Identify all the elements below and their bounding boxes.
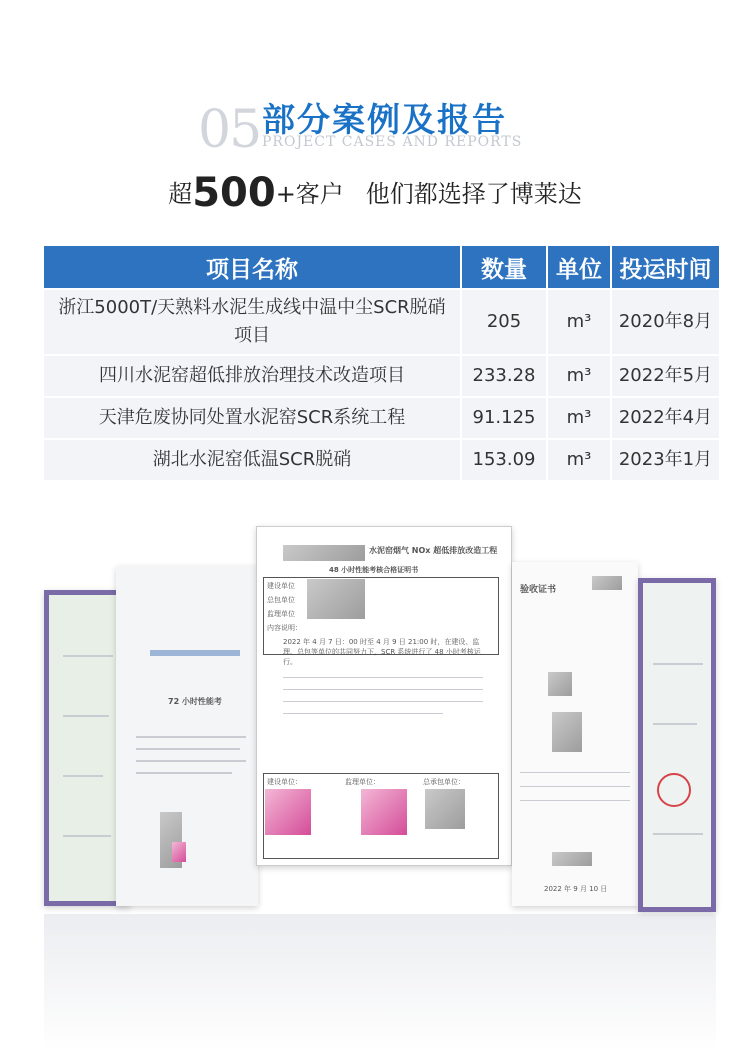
cell-date: 2022年4月 [612, 398, 719, 438]
section-title: 部分案例及报告 [262, 100, 507, 139]
slogan-prefix: 超 [168, 180, 193, 208]
slogan [0, 170, 750, 216]
cell-date: 2023年1月 [612, 440, 719, 480]
header-quantity: 数量 [462, 246, 548, 288]
cell-project-name: 天津危废协同处置水泥窑SCR系统工程 [44, 398, 462, 438]
sign-owner: 建设单位： [267, 778, 302, 786]
report-72h [116, 566, 258, 906]
label-contractor: 总包单位 [267, 596, 295, 604]
cell-quantity: 91.125 [462, 398, 548, 438]
table-row [44, 398, 719, 438]
table-row [44, 290, 719, 354]
label-content: 内容说明： [267, 624, 302, 632]
table-row [44, 440, 719, 480]
cell-project-name: 湖北水泥窑低温SCR脱硝 [44, 440, 462, 480]
slogan-number: 500 [192, 170, 276, 216]
left-report-subtitle: 72 小时性能考 [168, 697, 222, 706]
table-row [44, 356, 719, 396]
acceptance-title: 验收证书 [520, 585, 557, 595]
slogan-suffix: +客户 [275, 180, 344, 208]
cell-project-name: 浙江5000T/天熟料水泥生成线中温中尘SCR脱硝项目 [44, 290, 462, 354]
center-doc-body: 2022 年 4 月 7 日：00 时至 4 月 9 日 21:00 时，在建设、监理、总包等单位的共同努力下，SCR 系统进行了 48 小时考核运行。 [283, 638, 481, 666]
section-heading [0, 84, 750, 164]
certificate-right [638, 578, 716, 912]
cell-project-name: 四川水泥窑超低排放治理技术改造项目 [44, 356, 462, 396]
cell-unit: m³ [548, 290, 612, 354]
acceptance-date: 2022 年 9 月 10 日 [544, 885, 608, 893]
section-number: 05 [198, 100, 261, 160]
cell-date: 2020年8月 [612, 290, 719, 354]
cell-quantity: 233.28 [462, 356, 548, 396]
sign-supervisor: 监理单位： [345, 778, 380, 786]
cell-unit: m³ [548, 440, 612, 480]
header-commission-date: 投运时间 [612, 246, 719, 288]
cases-table [44, 244, 719, 482]
label-owner: 建设单位 [267, 582, 295, 590]
cell-unit: m³ [548, 398, 612, 438]
cell-unit: m³ [548, 356, 612, 396]
cell-quantity: 205 [462, 290, 548, 354]
section-subtitle: PROJECT CASES AND REPORTS [262, 134, 523, 150]
cell-quantity: 153.09 [462, 440, 548, 480]
sign-general-contractor: 总承包单位： [423, 778, 465, 786]
center-doc-title: 水泥窑烟气 NOx 超低排放改造工程 [369, 546, 498, 555]
header-project-name: 项目名称 [44, 246, 462, 288]
cell-date: 2022年5月 [612, 356, 719, 396]
center-doc-subtitle: 48 小时性能考核合格证明书 [329, 566, 419, 574]
header-unit: 单位 [548, 246, 612, 288]
acceptance-certificate [512, 562, 638, 906]
slogan-tail: 他们都选择了博莱达 [365, 180, 582, 208]
report-documents [0, 518, 750, 1049]
table-header-row [44, 246, 719, 288]
label-supervisor: 监理单位 [267, 610, 295, 618]
certificate-48h [256, 526, 512, 866]
documents-reflection [44, 914, 716, 1049]
